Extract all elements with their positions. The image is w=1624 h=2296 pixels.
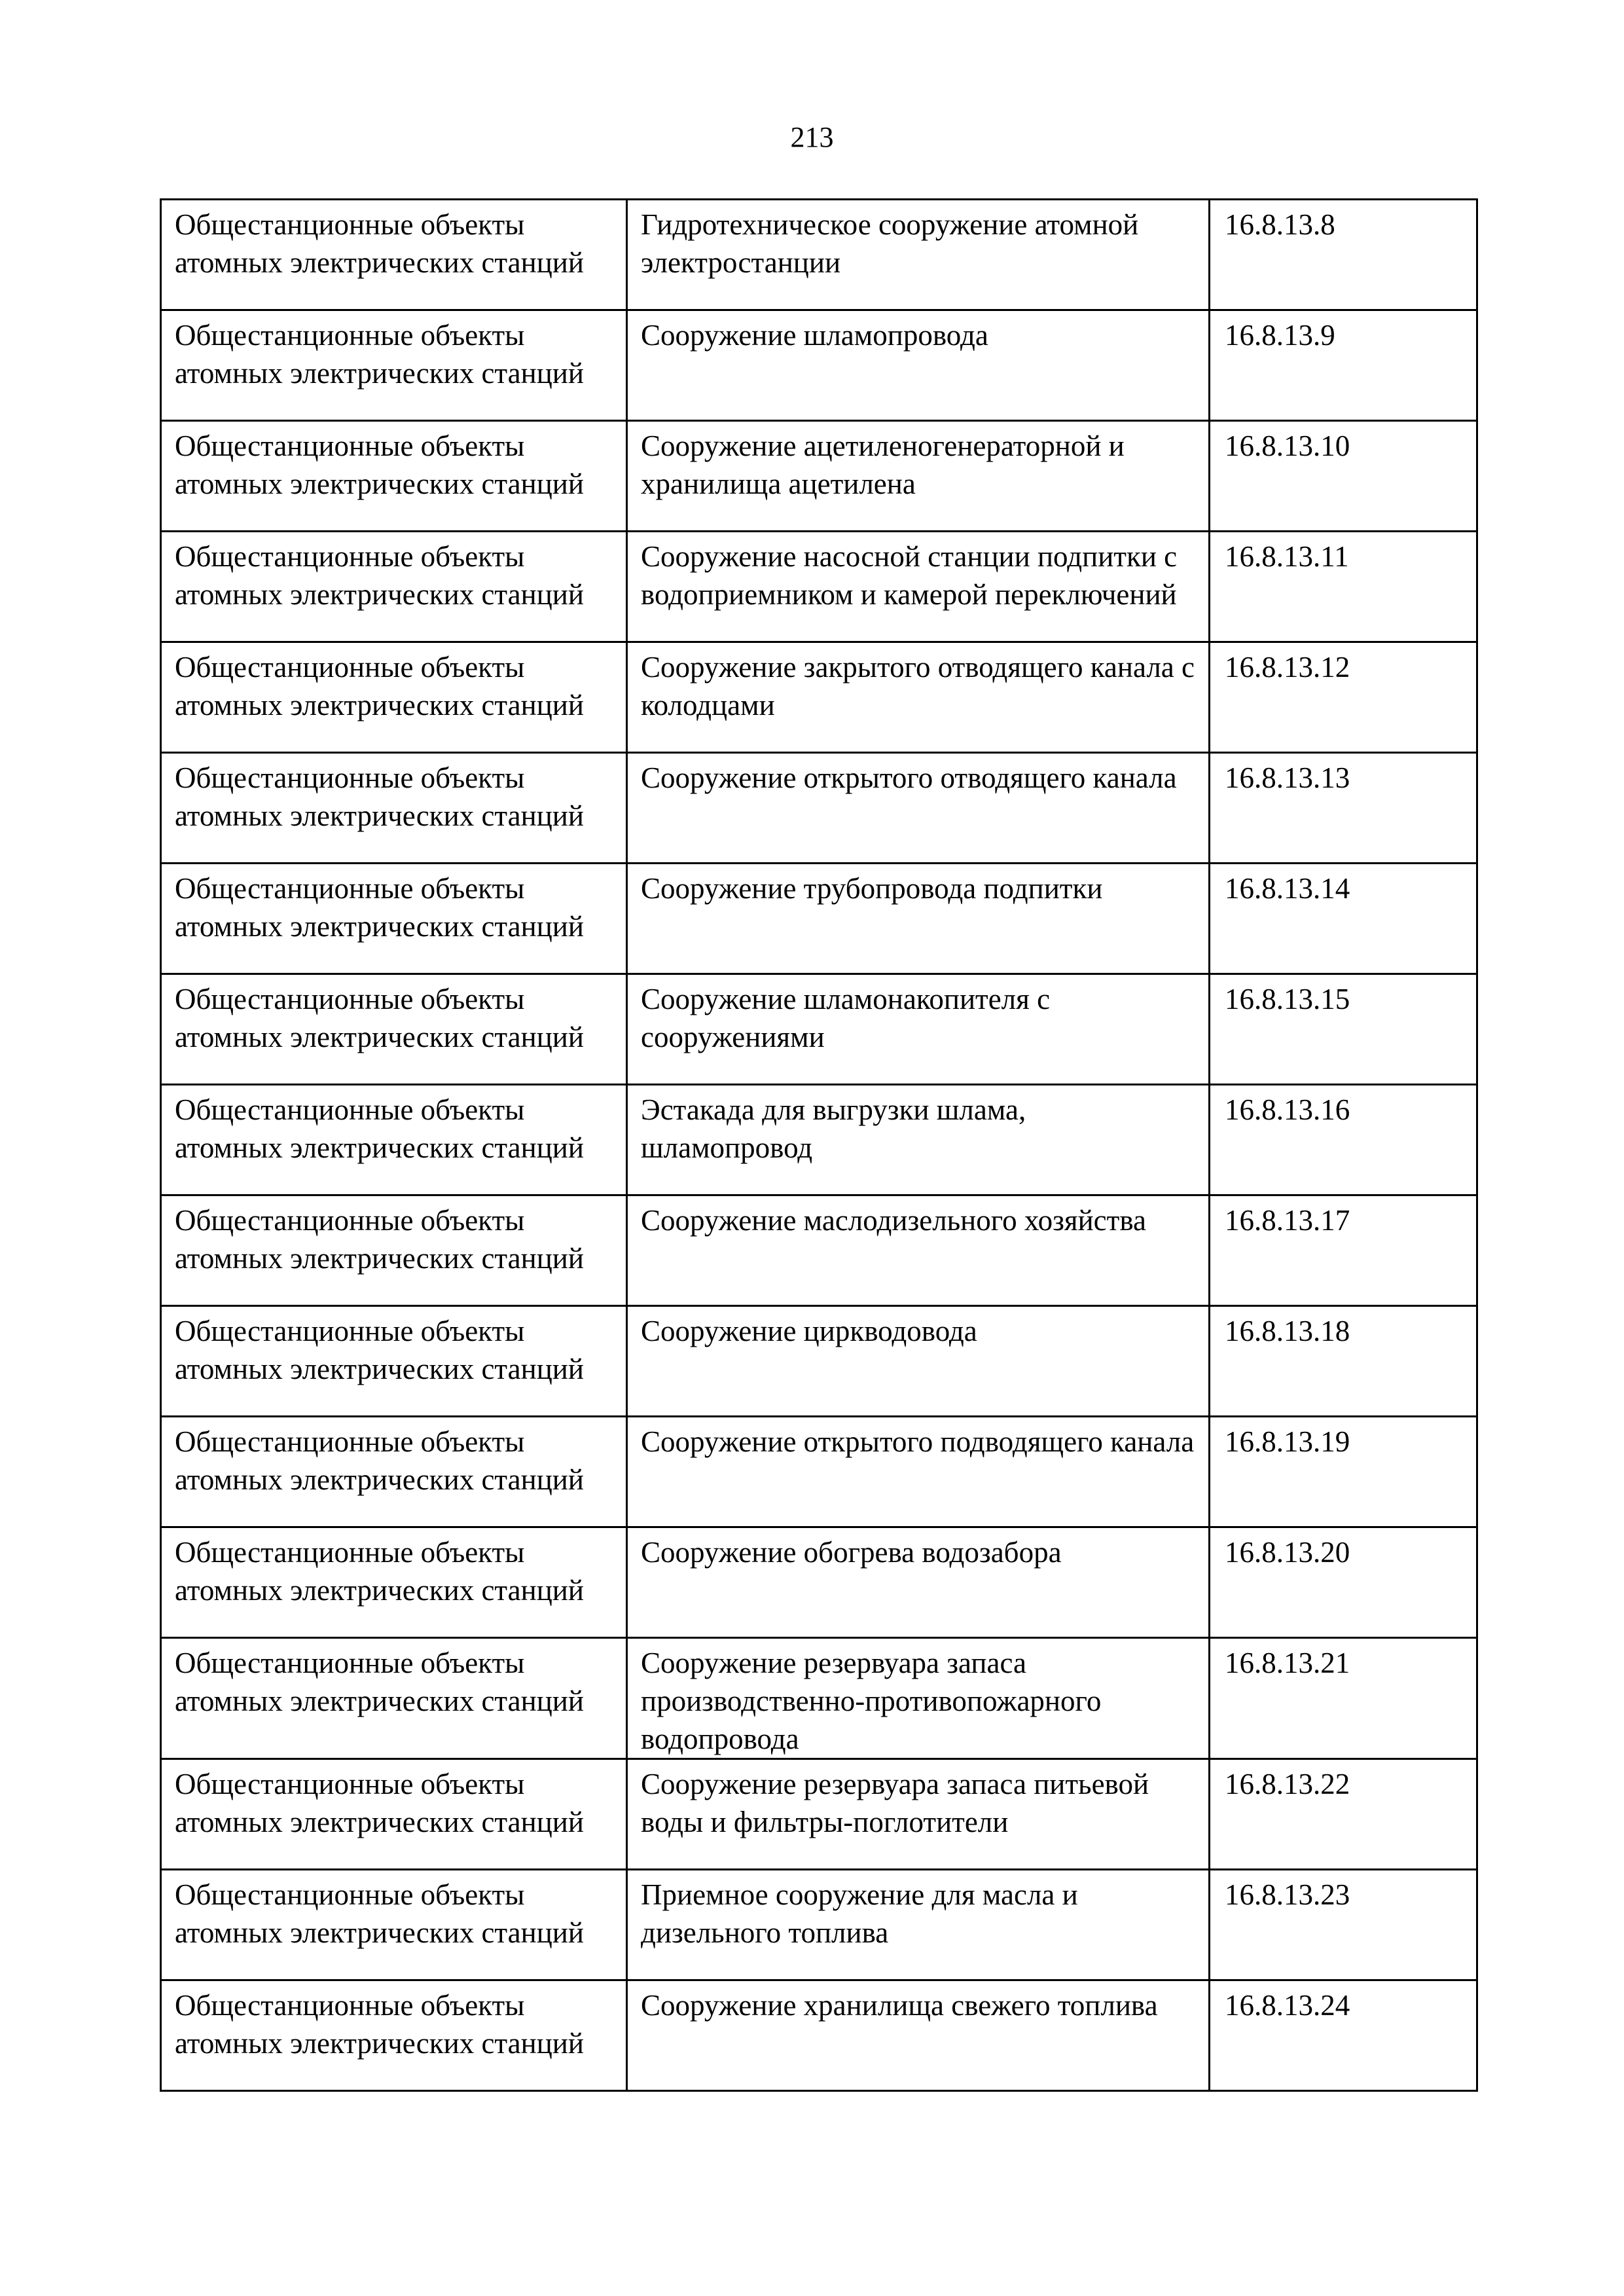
table-row [161, 753, 1477, 864]
category-cell: Общестанционные объекты атомных электрических станций [161, 532, 627, 642]
facility-name-cell: Сооружение ацетиленогенераторной и хранилища ацетилена [627, 421, 1210, 532]
table-row [161, 1759, 1477, 1870]
code-cell: 16.8.13.20 [1210, 1527, 1477, 1638]
category-cell: Общестанционные объекты атомных электрических станций [161, 1638, 627, 1759]
facility-name-cell: Сооружение резервуара запаса производственно-противопожарного водопровода [627, 1638, 1210, 1759]
category-cell: Общестанционные объекты атомных электрических станций [161, 310, 627, 421]
code-cell: 16.8.13.18 [1210, 1306, 1477, 1417]
table-row [161, 1638, 1477, 1759]
facility-name-cell: Сооружение закрытого отводящего канала с колодцами [627, 642, 1210, 753]
facility-name-cell: Сооружение хранилища свежего топлива [627, 1980, 1210, 2091]
facility-name-cell: Сооружение открытого отводящего канала [627, 753, 1210, 864]
facility-name-cell: Эстакада для выгрузки шлама, шламопровод [627, 1085, 1210, 1195]
table-row [161, 1195, 1477, 1306]
category-cell: Общестанционные объекты атомных электрических станций [161, 200, 627, 310]
code-cell: 16.8.13.10 [1210, 421, 1477, 532]
code-cell: 16.8.13.24 [1210, 1980, 1477, 2091]
facility-name-cell: Сооружение маслодизельного хозяйства [627, 1195, 1210, 1306]
facility-name-cell: Сооружение обогрева водозабора [627, 1527, 1210, 1638]
facility-name-cell: Сооружение циркводовода [627, 1306, 1210, 1417]
table-row [161, 864, 1477, 974]
table-row [161, 1870, 1477, 1980]
table-row [161, 1417, 1477, 1527]
facility-name-cell: Сооружение шламонакопителя с сооружениями [627, 974, 1210, 1085]
table-row [161, 1980, 1477, 2091]
category-cell: Общестанционные объекты атомных электрических станций [161, 1195, 627, 1306]
category-cell: Общестанционные объекты атомных электрических станций [161, 1527, 627, 1638]
code-cell: 16.8.13.22 [1210, 1759, 1477, 1870]
code-cell: 16.8.13.12 [1210, 642, 1477, 753]
category-cell: Общестанционные объекты атомных электрических станций [161, 1417, 627, 1527]
facility-name-cell: Сооружение открытого подводящего канала [627, 1417, 1210, 1527]
code-cell: 16.8.13.15 [1210, 974, 1477, 1085]
objects-table [160, 198, 1478, 2092]
table-body [161, 200, 1477, 2091]
category-cell: Общестанционные объекты атомных электрических станций [161, 753, 627, 864]
facility-name-cell: Сооружение шламопровода [627, 310, 1210, 421]
table-row [161, 200, 1477, 310]
category-cell: Общестанционные объекты атомных электрических станций [161, 1980, 627, 2091]
category-cell: Общестанционные объекты атомных электрических станций [161, 1759, 627, 1870]
code-cell: 16.8.13.16 [1210, 1085, 1477, 1195]
category-cell: Общестанционные объекты атомных электрических станций [161, 421, 627, 532]
category-cell: Общестанционные объекты атомных электрических станций [161, 642, 627, 753]
table-row [161, 421, 1477, 532]
table-row [161, 974, 1477, 1085]
code-cell: 16.8.13.19 [1210, 1417, 1477, 1527]
facility-name-cell: Сооружение резервуара запаса питьевой воды и фильтры-поглотители [627, 1759, 1210, 1870]
table-row [161, 310, 1477, 421]
code-cell: 16.8.13.11 [1210, 532, 1477, 642]
facility-name-cell: Гидротехническое сооружение атомной электростанции [627, 200, 1210, 310]
table-row [161, 1085, 1477, 1195]
code-cell: 16.8.13.17 [1210, 1195, 1477, 1306]
code-cell: 16.8.13.8 [1210, 200, 1477, 310]
code-cell: 16.8.13.23 [1210, 1870, 1477, 1980]
code-cell: 16.8.13.14 [1210, 864, 1477, 974]
code-cell: 16.8.13.9 [1210, 310, 1477, 421]
table-row [161, 1306, 1477, 1417]
category-cell: Общестанционные объекты атомных электрических станций [161, 864, 627, 974]
table-row [161, 532, 1477, 642]
facility-name-cell: Сооружение насосной станции подпитки с водоприемником и камерой переключений [627, 532, 1210, 642]
category-cell: Общестанционные объекты атомных электрических станций [161, 1306, 627, 1417]
table-row [161, 1527, 1477, 1638]
code-cell: 16.8.13.21 [1210, 1638, 1477, 1759]
facility-name-cell: Сооружение трубопровода подпитки [627, 864, 1210, 974]
page-number: 213 [790, 121, 834, 153]
facility-name-cell: Приемное сооружение для масла и дизельного топлива [627, 1870, 1210, 1980]
category-cell: Общестанционные объекты атомных электрических станций [161, 974, 627, 1085]
category-cell: Общестанционные объекты атомных электрических станций [161, 1085, 627, 1195]
code-cell: 16.8.13.13 [1210, 753, 1477, 864]
category-cell: Общестанционные объекты атомных электрических станций [161, 1870, 627, 1980]
table-row [161, 642, 1477, 753]
